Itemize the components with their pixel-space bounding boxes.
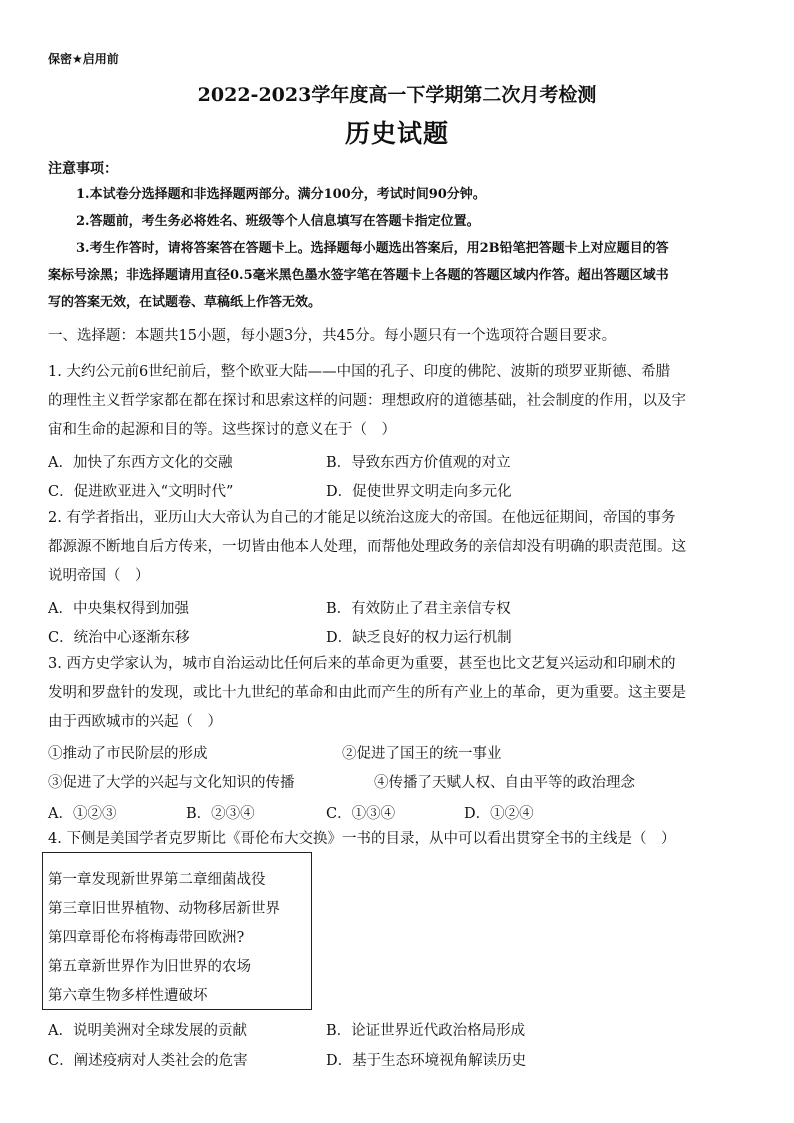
q3-option-b: B．②③④ — [186, 806, 255, 822]
q4-option-b: B．论证世界近代政治格局形成 — [326, 1023, 526, 1039]
q3-stem-line-2: 发明和罗盘针的发现，或比十九世纪的革命和由此而产生的所有产业上的革命，更为重要。这主要是 — [48, 685, 686, 701]
exam-title: 2022-2023学年度高一下学期第二次月考检测 — [197, 84, 597, 106]
subject-title: 历史试题 — [344, 119, 449, 148]
toc-item: 第五章新世界作为旧世界的农场 — [48, 959, 251, 975]
q3-statement-4: ④传播了天赋人权、自由平等的政治理念 — [374, 775, 635, 791]
q2-stem-line-1: 2. 有学者指出，亚历山大大帝认为自己的才能足以统治这庞大的帝国。在他远征期间，帝国的事务 — [48, 510, 676, 526]
q3-option-c: C．①③④ — [326, 806, 396, 822]
q2-option-b: B．有效防止了君主亲信专权 — [326, 601, 511, 617]
q2-option-a: A．中央集权得到加强 — [48, 601, 189, 617]
q4-stem-line-1: 4. 下侧是美国学者克罗斯比《哥伦布大交换》一书的目录，从中可以看出贯穿全书的主线是（ ） — [48, 831, 676, 847]
q3-stem-line-1: 3. 西方史学家认为，城市自治运动比任何后来的革命更为重要，甚至也比文艺复兴运动和印刷术的 — [48, 656, 676, 672]
confidential-label: 保密★启用前 — [48, 52, 119, 66]
notice-item-3-line-2: 案标号涂黑；非选择题请用直径0.5毫米黑色墨水签字笔在答题卡上各题的答题区域内作答。超出答题区域书 — [48, 268, 669, 283]
toc-item: 第一章发现新世界第二章细菌战役 — [48, 872, 266, 888]
q1-option-a: A．加快了东西方文化的交融 — [48, 455, 233, 471]
notice-item-3-line-1: 3.考生作答时，请将答案答在答题卡上。选择题每小题选出答案后，用2B铅笔把答题卡上对应题目的答 — [76, 241, 669, 256]
q2-stem-line-3: 说明帝国（ ） — [48, 568, 150, 584]
q3-option-d: D．①②④ — [464, 806, 534, 822]
q2-option-c: C．统治中心逐渐东移 — [48, 630, 190, 646]
q3-option-a: A．①②③ — [48, 806, 117, 822]
notice-item-1: 1.本试卷分选择题和非选择题两部分。满分100分，考试时间90分钟。 — [76, 187, 486, 202]
notice-heading: 注意事项： — [48, 161, 118, 177]
q4-table-of-contents-box — [42, 852, 312, 1010]
q1-option-d: D．促使世界文明走向多元化 — [326, 484, 512, 500]
q2-option-d: D．缺乏良好的权力运行机制 — [326, 630, 512, 646]
notice-item-3-line-3: 写的答案无效，在试题卷、草稿纸上作答无效。 — [48, 295, 322, 310]
q2-stem-line-2: 都源源不断地自后方传来，一切皆由他本人处理，而帮他处理政务的亲信却没有明确的职责范围。这 — [48, 539, 686, 555]
toc-item: 第三章旧世界植物、动物移居新世界 — [48, 901, 280, 917]
section-1-title: 一、选择题：本题共15小题，每小题3分，共45分。每小题只有一个选项符合题目要求。 — [48, 328, 617, 344]
q4-option-c: C．阐述疫病对人类社会的危害 — [48, 1053, 248, 1069]
q3-statement-2: ②促进了国王的统一事业 — [342, 746, 502, 762]
q1-stem-line-3: 宙和生命的起源和目的等。这些探讨的意义在于（ ） — [48, 422, 396, 438]
q1-stem-line-1: 1. 大约公元前6世纪前后，整个欧亚大陆——中国的孔子、印度的佛陀、波斯的琐罗亚斯德、希腊 — [48, 364, 671, 380]
q1-option-c: C．促进欧亚进入“文明时代” — [48, 484, 234, 500]
q1-option-b: B．导致东西方价值观的对立 — [326, 455, 511, 471]
q1-stem-line-2: 的理性主义哲学家都在都在探讨和思索这样的问题：理想政府的道德基础，社会制度的作用，以及宇 — [48, 393, 686, 409]
notice-item-2: 2.答题前，考生务必将姓名、班级等个人信息填写在答题卡指定位置。 — [76, 214, 480, 229]
q3-statement-1: ①推动了市民阶层的形成 — [48, 746, 208, 762]
q4-option-a: A．说明美洲对全球发展的贡献 — [48, 1023, 247, 1039]
toc-item: 第四章哥伦布将梅毒带回欧洲? — [48, 930, 245, 946]
toc-item: 第六章生物多样性遭破坏 — [48, 988, 208, 1004]
q3-statement-3: ③促进了大学的兴起与文化知识的传播 — [48, 775, 295, 791]
q3-stem-line-3: 由于西欧城市的兴起（ ） — [48, 714, 222, 730]
q4-option-d: D．基于生态环境视角解读历史 — [326, 1053, 527, 1069]
